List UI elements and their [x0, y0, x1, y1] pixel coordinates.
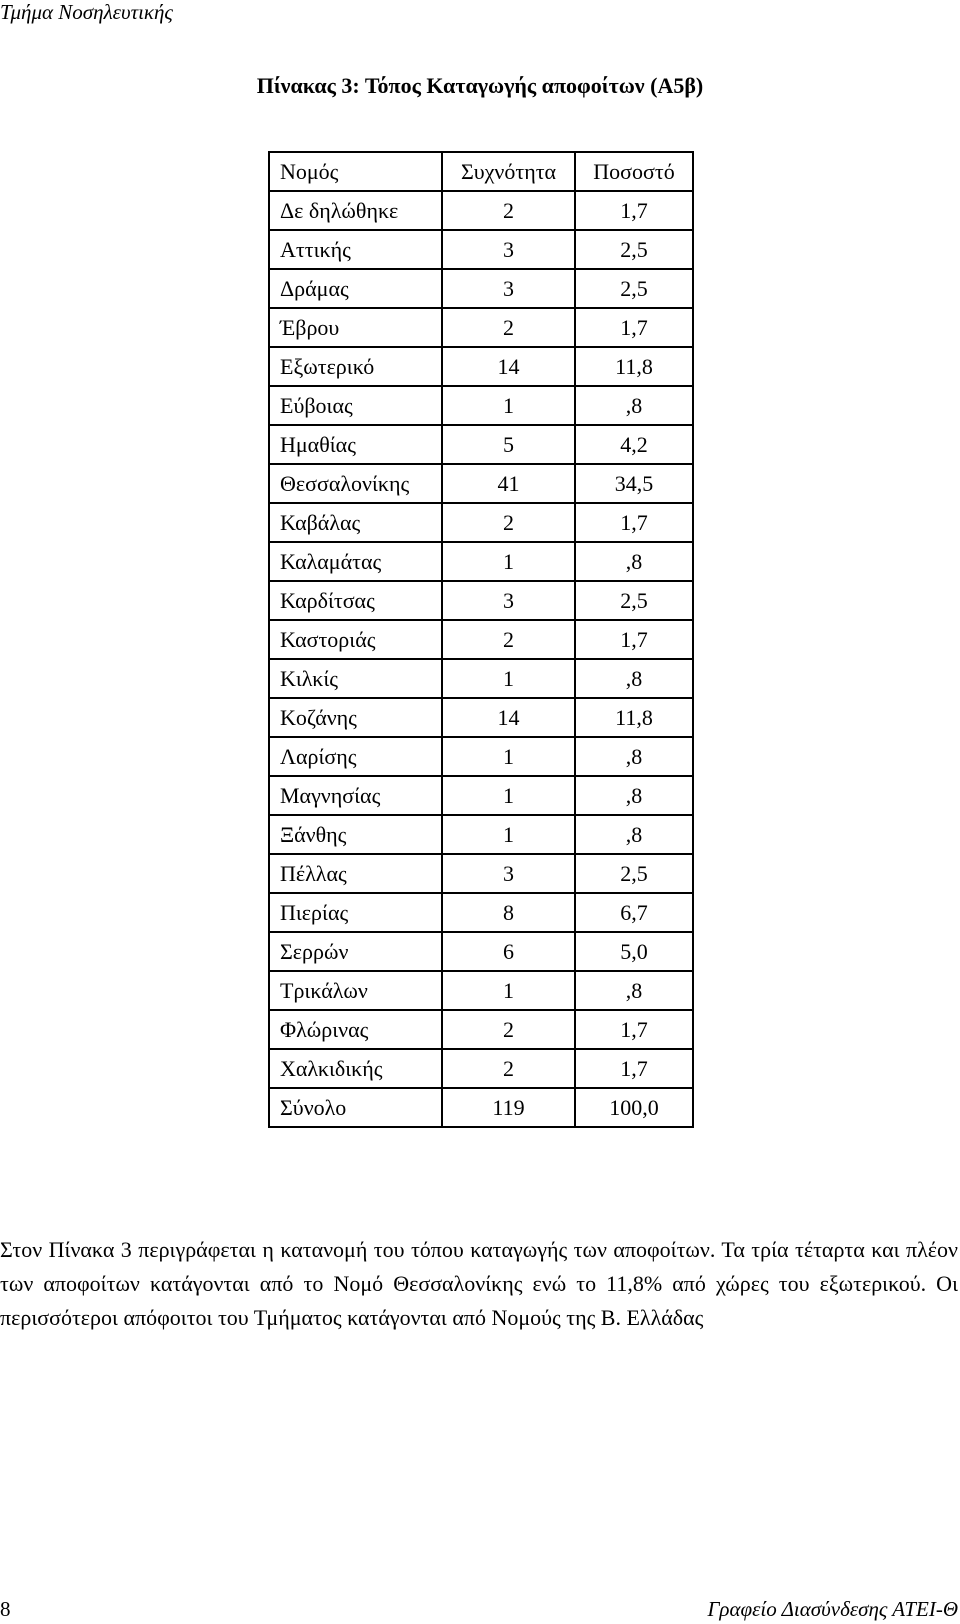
cell-prefecture: Δε δηλώθηκε: [269, 191, 442, 230]
page-number: 8: [0, 1597, 11, 1621]
cell-prefecture: Λαρίσης: [269, 737, 442, 776]
table-row: [269, 542, 693, 581]
cell-prefecture: Αττικής: [269, 230, 442, 269]
origin-table: [268, 151, 694, 1128]
cell-frequency: 1: [442, 971, 575, 1010]
table-row: [269, 698, 693, 737]
table-row: [269, 776, 693, 815]
cell-frequency: 1: [442, 737, 575, 776]
table-row: [269, 230, 693, 269]
table-row: [269, 347, 693, 386]
cell-prefecture: Θεσσαλονίκης: [269, 464, 442, 503]
cell-percentage: ,8: [575, 737, 693, 776]
cell-percentage: 2,5: [575, 581, 693, 620]
page-footer-office: Γραφείο Διασύνδεσης ΑΤΕΙ-Θ: [707, 1597, 958, 1621]
cell-percentage: 1,7: [575, 1010, 693, 1049]
cell-percentage: ,8: [575, 659, 693, 698]
cell-percentage: 1,7: [575, 308, 693, 347]
paragraph-text: Στον Πίνακα 3 περιγράφεται η κατανομή του τόπου καταγωγής των αποφοίτων. Τα τρία τέταρτα και πλέον των αποφοίτων κατάγονται από το Νομό Θεσσαλονίκης ενώ το 11,8% από χώρες του εξωτερικού. Οι περισσότεροι απόφοιτοι του Τμήματος κατάγονται από Νομούς της Β. Ελλάδας: [0, 1237, 958, 1330]
table-row: [269, 425, 693, 464]
table-row: [269, 269, 693, 308]
table-row: [269, 932, 693, 971]
cell-prefecture: Σύνολο: [269, 1088, 442, 1127]
cell-frequency: 5: [442, 425, 575, 464]
table-row: [269, 1010, 693, 1049]
table-row: [269, 737, 693, 776]
table-row: [269, 620, 693, 659]
cell-percentage: 5,0: [575, 932, 693, 971]
cell-frequency: 14: [442, 347, 575, 386]
cell-prefecture: Πιερίας: [269, 893, 442, 932]
cell-percentage: 2,5: [575, 230, 693, 269]
cell-percentage: 11,8: [575, 698, 693, 737]
cell-prefecture: Δράμας: [269, 269, 442, 308]
table-row: [269, 893, 693, 932]
table-row: [269, 503, 693, 542]
table-row: [269, 1049, 693, 1088]
cell-frequency: 8: [442, 893, 575, 932]
table-row: [269, 659, 693, 698]
cell-frequency: 14: [442, 698, 575, 737]
table-row: [269, 308, 693, 347]
cell-frequency: 3: [442, 269, 575, 308]
table-row: [269, 464, 693, 503]
cell-frequency: 2: [442, 1010, 575, 1049]
cell-frequency: 1: [442, 386, 575, 425]
cell-percentage: ,8: [575, 776, 693, 815]
column-header-frequency: Συχνότητα: [442, 152, 575, 191]
cell-frequency: 2: [442, 191, 575, 230]
cell-prefecture: Μαγνησίας: [269, 776, 442, 815]
cell-frequency: 1: [442, 776, 575, 815]
cell-frequency: 119: [442, 1088, 575, 1127]
cell-frequency: 2: [442, 308, 575, 347]
cell-percentage: 2,5: [575, 854, 693, 893]
table-row: [269, 581, 693, 620]
cell-percentage: 1,7: [575, 1049, 693, 1088]
cell-percentage: 6,7: [575, 893, 693, 932]
cell-percentage: 2,5: [575, 269, 693, 308]
column-header-percentage: Ποσοστό: [575, 152, 693, 191]
cell-prefecture: Καστοριάς: [269, 620, 442, 659]
cell-percentage: ,8: [575, 815, 693, 854]
cell-prefecture: Χαλκιδικής: [269, 1049, 442, 1088]
cell-percentage: 1,7: [575, 503, 693, 542]
cell-prefecture: Ημαθίας: [269, 425, 442, 464]
cell-prefecture: Καλαμάτας: [269, 542, 442, 581]
table-header-row: [269, 152, 693, 191]
table-row: [269, 815, 693, 854]
table-row: [269, 1088, 693, 1127]
column-header-prefecture: Νομός: [269, 152, 442, 191]
cell-frequency: 2: [442, 620, 575, 659]
table-caption: Πίνακας 3: Τόπος Καταγωγής αποφοίτων (Α5β): [256, 73, 704, 98]
cell-percentage: 100,0: [575, 1088, 693, 1127]
cell-frequency: 1: [442, 542, 575, 581]
cell-frequency: 1: [442, 659, 575, 698]
cell-frequency: 3: [442, 230, 575, 269]
cell-frequency: 41: [442, 464, 575, 503]
cell-percentage: 34,5: [575, 464, 693, 503]
cell-prefecture: Εξωτερικό: [269, 347, 442, 386]
cell-prefecture: Φλώρινας: [269, 1010, 442, 1049]
table-row: [269, 854, 693, 893]
cell-prefecture: Καρδίτσας: [269, 581, 442, 620]
cell-prefecture: Κιλκίς: [269, 659, 442, 698]
cell-percentage: ,8: [575, 542, 693, 581]
page-header-department: Τμήμα Νοσηλευτικής: [0, 0, 173, 24]
cell-percentage: ,8: [575, 971, 693, 1010]
cell-percentage: ,8: [575, 386, 693, 425]
cell-frequency: 2: [442, 503, 575, 542]
cell-percentage: 4,2: [575, 425, 693, 464]
table-row: [269, 191, 693, 230]
cell-frequency: 3: [442, 581, 575, 620]
cell-frequency: 3: [442, 854, 575, 893]
table-row: [269, 386, 693, 425]
cell-prefecture: Πέλλας: [269, 854, 442, 893]
cell-prefecture: Ξάνθης: [269, 815, 442, 854]
table-row: [269, 971, 693, 1010]
cell-percentage: 1,7: [575, 191, 693, 230]
cell-prefecture: Σερρών: [269, 932, 442, 971]
cell-frequency: 6: [442, 932, 575, 971]
cell-percentage: 11,8: [575, 347, 693, 386]
cell-frequency: 2: [442, 1049, 575, 1088]
cell-prefecture: Έβρου: [269, 308, 442, 347]
cell-prefecture: Εύβοιας: [269, 386, 442, 425]
description-paragraph: [0, 1233, 958, 1335]
cell-prefecture: Καβάλας: [269, 503, 442, 542]
table-body: [269, 191, 693, 1127]
table-head: [269, 152, 693, 191]
cell-frequency: 1: [442, 815, 575, 854]
cell-percentage: 1,7: [575, 620, 693, 659]
cell-prefecture: Κοζάνης: [269, 698, 442, 737]
cell-prefecture: Τρικάλων: [269, 971, 442, 1010]
